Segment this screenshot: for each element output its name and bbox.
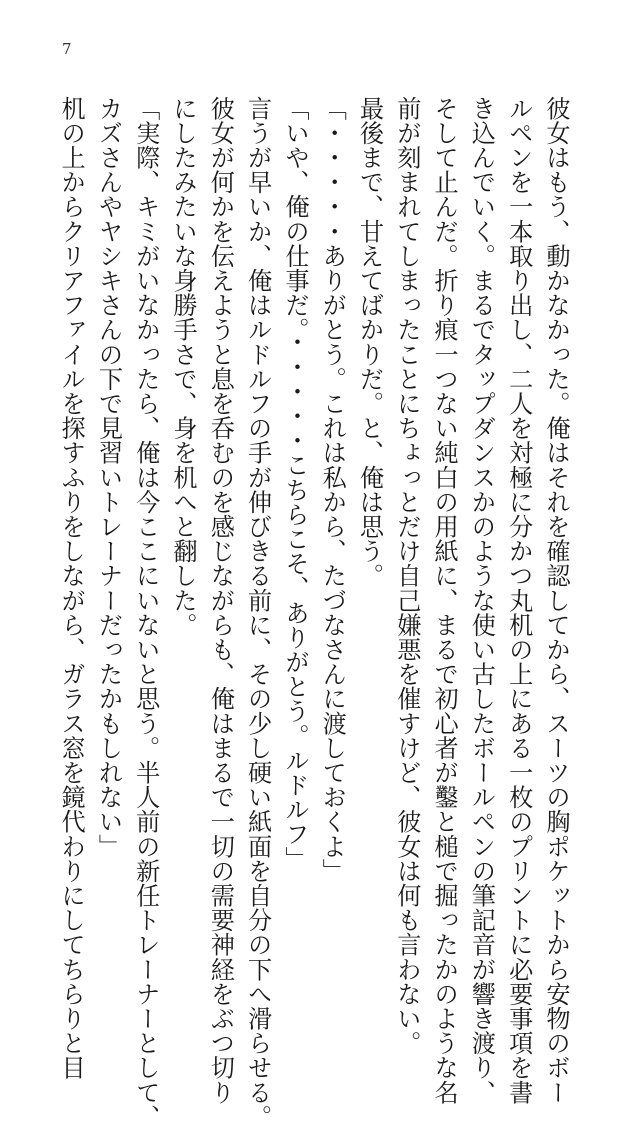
text-line: カズさんやヤシキさんの下で見習いトレーナーだったかもしれない」	[94, 96, 123, 859]
text-line: 彼女はもう、動かなかった。俺はそれを確認してから、スーツの胸ポケットから安物のボー	[542, 96, 570, 1105]
text-line: にしたみたいな身勝手さで、身を机へと翻した。	[169, 96, 198, 638]
text-line: 「いや、俺の仕事だ。・・・・・こちらこそ、ありがとう。ルドルフ」	[280, 96, 309, 872]
text-line: 彼女が何かを伝えようと息を呑むのを感じながらも、俺はまるで一切の需要神経をぶつ切り	[206, 96, 235, 1105]
text-line: 机の上からクリアファイルを探すふりをしながら、ガラス窓を鏡代わりにしてちらりと目	[57, 96, 86, 1080]
text-line: ルペンを一本取り出し、二人を対極に分かつ丸机の上にある一枚のプリントに必要事項を書	[504, 96, 533, 1105]
text-line: そして止んだ。折り痕一つない純白の用紙に、まるで初心者が鑿と槌で掘ったかのような名	[430, 96, 459, 1105]
text-line: き込んでいく。まるでタップダンスかのような使い古したボールペンの筆記音が響き渡り、	[467, 96, 496, 1105]
text-line: 言うが早いか、俺はルドルフの手が伸びきる前に、その少し硬い紙面を自分の下へ滑らせる。	[243, 96, 272, 1129]
text-line: 「・・・・・ありがとう。これは私から、たづなさんに渡しておくよ」	[318, 96, 347, 884]
page-number: 7	[62, 40, 72, 58]
text-line: 前が刻まれてしまったことにちょっとだけ自己嫌悪を催すけど、彼女は何も言わない。	[392, 96, 421, 1056]
text-line: 最後まで、甘えてばかりだ。と、俺は思う。	[355, 96, 384, 588]
text-line: 「実際、キミがいなかったら、俺は今ここにいないと思う。半人前の新任トレーナーとして、	[131, 96, 160, 1129]
body-text	[52, 96, 574, 1129]
